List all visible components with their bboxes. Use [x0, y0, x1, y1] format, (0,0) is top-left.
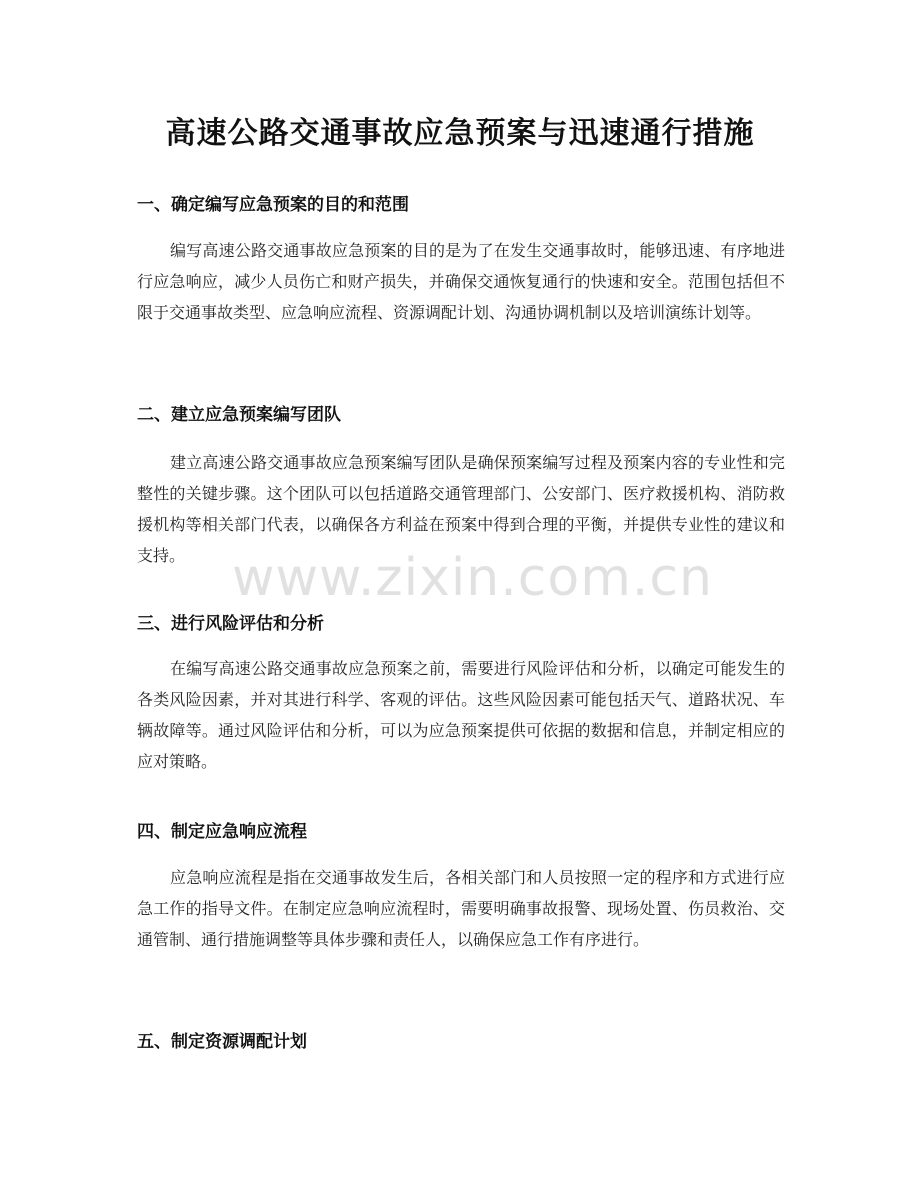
- section-paragraph-4: 应急响应流程是指在交通事故发生后，各相关部门和人员按照一定的程序和方式进行应急工作的指导文件。在制定应急响应流程时，需要明确事故报警、现场处置、伤员救治、交通管制、通行措施调整等具体步骤和责任人，以确保应急工作有序进行。: [137, 868, 785, 949]
- watermark: www.zixin.com.cn: [232, 548, 713, 608]
- document-title: 高速公路交通事故应急预案与迅速通行措施: [165, 116, 755, 151]
- section-paragraph-3: 在编写高速公路交通事故应急预案之前，需要进行风险评估和分析，以确定可能发生的各类风险因素，并对其进行科学、客观的评估。这些风险因素可能包括天气、道路状况、车辆故障等。通过风险评估和分析，可以为应急预案提供可依据的数据和信息，并制定相应的应对策略。: [137, 659, 785, 771]
- section-heading-3: 三、进行风险评估和分析: [137, 614, 324, 634]
- section-heading-2: 二、建立应急预案编写团队: [137, 405, 341, 425]
- section-paragraph-1: 编写高速公路交通事故应急预案的目的是为了在发生交通事故时，能够迅速、有序地进行应急响应，减少人员伤亡和财产损失，并确保交通恢复通行的快速和安全。范围包括但不限于交通事故类型、应急响应流程、资源调配计划、沟通协调机制以及培训演练计划等。: [137, 241, 785, 322]
- section-heading-5: 五、制定资源调配计划: [137, 1032, 307, 1052]
- section-heading-1: 一、确定编写应急预案的目的和范围: [137, 195, 409, 215]
- section-heading-4: 四、制定应急响应流程: [137, 822, 307, 842]
- section-paragraph-2: 建立高速公路交通事故应急预案编写团队是确保预案编写过程及预案内容的专业性和完整性的关键步骤。这个团队可以包括道路交通管理部门、公安部门、医疗救援机构、消防救援机构等相关部门代表，以确保各方利益在预案中得到合理的平衡，并提供专业性的建议和支持。: [137, 453, 785, 565]
